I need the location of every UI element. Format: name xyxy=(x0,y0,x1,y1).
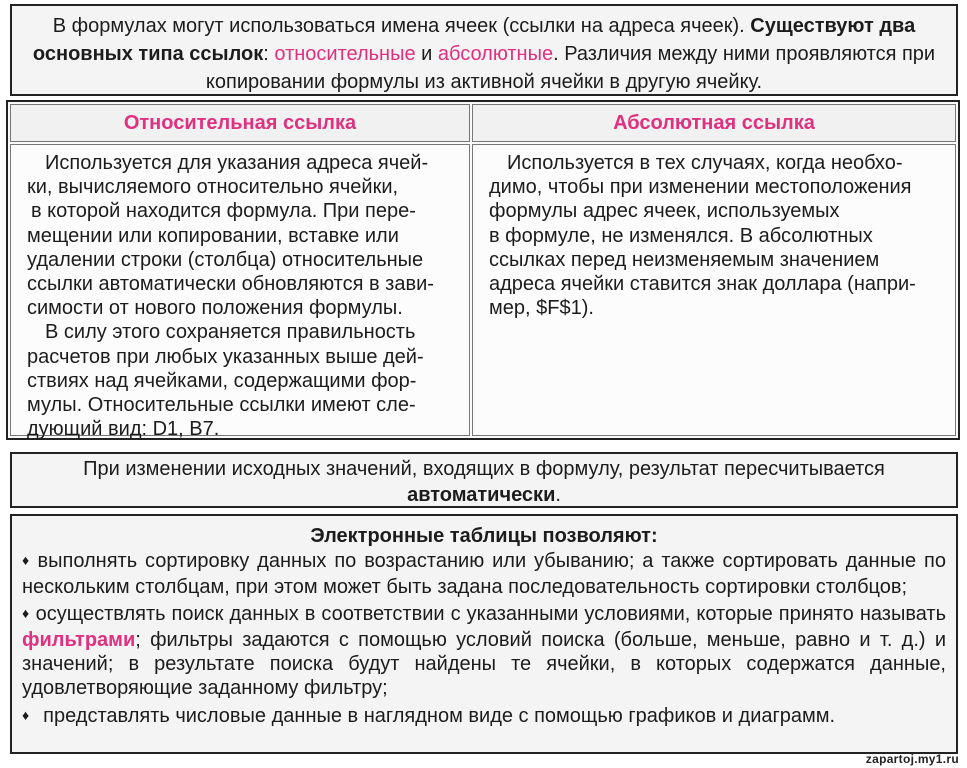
relative-line-5: удалении строки (столбца) относительные xyxy=(27,248,424,271)
absolute-line-3: формулы адрес ячеек, используемых xyxy=(489,200,840,223)
absolute-reference-description xyxy=(472,144,956,436)
diamond-bullet-icon: ♦ xyxy=(22,605,30,622)
reference-types-table xyxy=(6,100,960,440)
absolute-line-5: ссылках перед неизменяемым значением xyxy=(489,248,880,271)
capability-sorting-text: выполнять сортировку данных по возрастанию или убыванию; а также сортировать данные по нескольким столбцам, при этом может быть задана последовательность сортировки столбцов; xyxy=(22,550,946,598)
intro-relative-term: относительные xyxy=(274,43,416,65)
capability-charts-text: представлять числовые данные в наглядном виде с помощью графиков и диаграмм. xyxy=(43,704,836,727)
filters-term: фильтрами xyxy=(22,628,136,651)
intro-types-heading: Существуют два основных типа ссылок xyxy=(32,15,916,65)
auto-text: При изменении исходных значений, входящих в формулу, результат пересчитывается xyxy=(83,458,885,480)
capability-filtering xyxy=(22,602,946,701)
intro-and: и xyxy=(421,43,433,65)
relative-line-4: мещении или копировании, вставке или xyxy=(27,224,399,247)
intro-box xyxy=(10,4,958,96)
auto-bold-word: автоматически xyxy=(407,484,556,506)
relative-line-8: В силу этого сохраняется правильность xyxy=(45,321,416,344)
capability-filtering-text-b: ; фильтры задаются с помощью условий поиска (больше, меньше, равно и т. д.) и значений; в результате поиска будут найдены те ячейки, в которых содержатся данные, удовлетворяющие заданному фильтру; xyxy=(22,628,946,700)
capabilities-title: Электронные таблицы позволяют: xyxy=(310,525,658,547)
absolute-reference-header: Абсолютная ссылка xyxy=(472,104,956,142)
relative-line-9: расчетов при любых указанных выше дей- xyxy=(27,345,424,368)
diamond-bullet-icon: ♦ xyxy=(22,706,30,723)
auto-recalculation-note xyxy=(10,452,958,508)
capability-sorting xyxy=(22,549,946,599)
capability-charts xyxy=(22,704,946,729)
site-watermark: zapartoj.my1.ru xyxy=(865,752,959,766)
relative-line-12: дующий вид: D1, В7. xyxy=(27,418,220,441)
relative-line-11: мулы. Относительные ссылки имеют сле- xyxy=(27,394,416,417)
absolute-line-6: адреса ячейки ставится знак доллара (напри- xyxy=(489,273,916,296)
relative-line-7: симости от нового положения формулы. xyxy=(27,297,403,320)
relative-line-10: ствиях над ячейками, содержащими фор- xyxy=(27,369,417,392)
relative-reference-description xyxy=(10,144,470,441)
intro-sentence-1: В формулах могут использоваться имена ячеек (ссылки на адреса ячеек). xyxy=(52,15,745,37)
relative-line-1: Используется для указания адреса ячей- xyxy=(45,152,429,174)
absolute-line-2: димо, чтобы при изменении местоположения xyxy=(489,176,912,199)
absolute-line-7: мер, $F$1). xyxy=(489,297,594,320)
diamond-bullet-icon: ♦ xyxy=(22,552,32,569)
intro-colon: : xyxy=(263,43,269,65)
relative-line-3: в которой находится формула. При пере- xyxy=(31,200,416,223)
relative-line-2: ки, вычисляемого относительно ячейки, xyxy=(27,176,399,199)
relative-line-6: ссылки автоматически обновляются в зави- xyxy=(27,273,434,296)
auto-end: . xyxy=(555,484,561,506)
absolute-line-1: Используется в тех случаях, когда необхо- xyxy=(507,152,903,174)
spreadsheet-capabilities-box xyxy=(10,514,958,754)
intro-sentence-3: . Различия между ними проявляются при копировании формулы из активной ячейки в другую ячейку. xyxy=(205,43,936,93)
absolute-line-4: в формуле, не изменялся. В абсолютных xyxy=(489,224,873,247)
intro-absolute-term: абсолютные xyxy=(437,43,554,65)
capability-filtering-text-a: осуществлять поиск данных в соответствии с указанными условиями, которые принято называть xyxy=(35,603,946,626)
relative-reference-header: Относительная ссылка xyxy=(10,104,470,142)
